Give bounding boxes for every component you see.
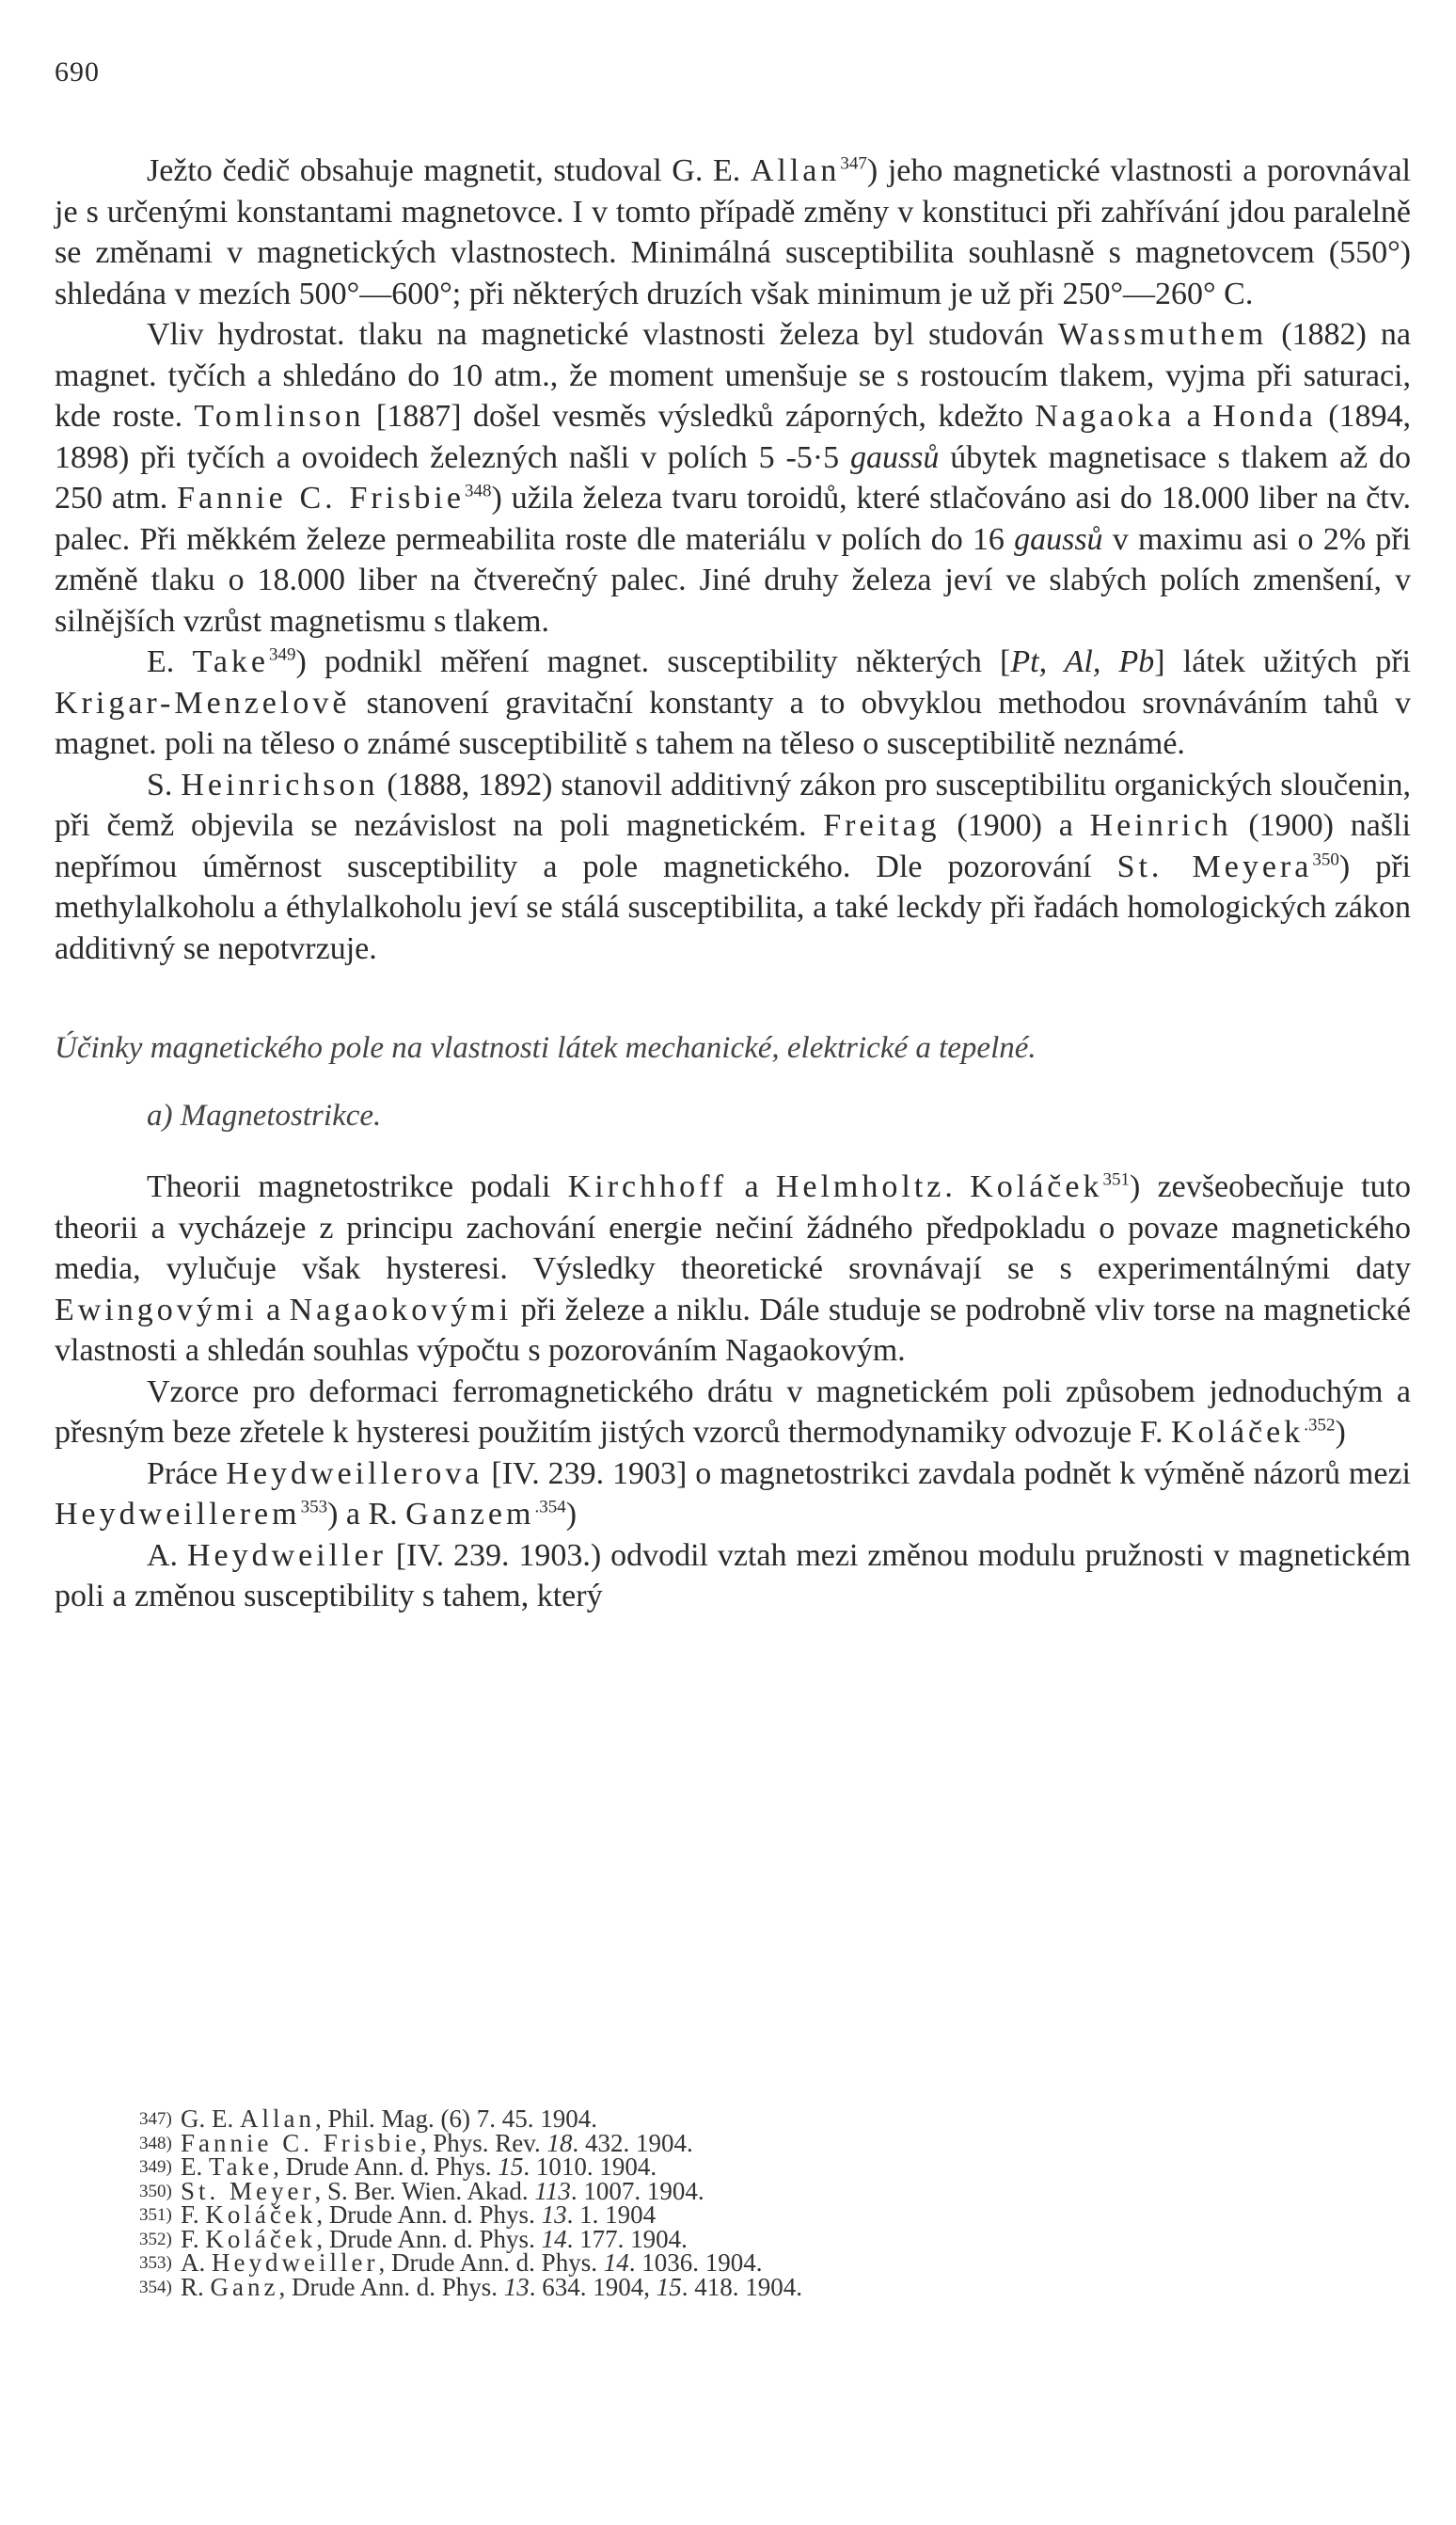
footnote-reference: 348 (464, 481, 492, 501)
text-run: , Phys. Rev. (419, 2128, 547, 2157)
footnote-reference: 349 (269, 644, 296, 665)
paragraph (55, 1535, 1411, 1617)
text-run: ] látek užitých při (1154, 644, 1411, 679)
text-run: Ježto čedič obsahuje magnetit, studoval G. E. (147, 153, 751, 188)
spaced-name: St. Meyera (1116, 849, 1313, 884)
text-run: , Drude Ann. d. Phys. (278, 2272, 504, 2301)
italic-text: 14 (541, 2224, 567, 2253)
text-run: (1888, 1892) stanovil additivný zákon pro susceptibilitu organických sloučenin, při čemž objevila se nezávislost na poli magnetickém. (55, 767, 1411, 843)
spaced-name: St. Meyer (181, 2176, 315, 2205)
spaced-name: Take (192, 644, 270, 679)
spaced-name: Take (209, 2152, 274, 2181)
spaced-name: Kirchhoff (567, 1169, 728, 1204)
page-number: 690 (55, 56, 100, 87)
text-run: F. (181, 2200, 206, 2229)
spaced-name: Heydweiller (212, 2248, 379, 2277)
text-run: ) zevšeobecňuje tuto theorii a vycházeje z principu zachování energie nečiní žádného předpokladu o povaze magnetického media, vylučuje však hysteresi. Výsledky theoretické srovnávají se s experimentálnými daty (55, 1169, 1412, 1286)
footnote-number: 354) (139, 2277, 172, 2297)
italic-text: gaussů (849, 439, 940, 475)
text-run: ) a R. (327, 1497, 406, 1532)
text-run: (1900) a (940, 808, 1090, 843)
spaced-name: Koláček (205, 2200, 317, 2229)
text-run: A. (181, 2248, 212, 2277)
footnote-reference: 351 (1102, 1169, 1130, 1190)
footnote-reference: 347 (840, 153, 867, 174)
spaced-name: Heinrich (1089, 808, 1232, 843)
footnotes (139, 2104, 1362, 2301)
text-run: Vliv hydrostat. tlaku na magnetické vlastnosti železa byl studován (147, 317, 1058, 352)
paragraph (55, 151, 1411, 314)
text-run: , S. Ber. Wien. Akad. (314, 2176, 535, 2205)
spaced-name: Koláček (1170, 1415, 1305, 1450)
text-run: v maximu asi o 2% při změně tlaku o 18.000 liber na čtverečný palec. Jiné druhy železa jeví ve slabých polích zmenšení, v silnějších vzrůst magnetismu s tlakem. (55, 521, 1412, 639)
spaced-name: Heydweillerem (55, 1497, 301, 1532)
footnote-number: 348) (139, 2133, 172, 2153)
spaced-name: Koláček (205, 2224, 317, 2253)
text-run: a (257, 1292, 290, 1327)
text-run: . 1036. 1904. (628, 2248, 763, 2277)
text-run: (1900) našli nepřímou úměrnost susceptibility a pole magnetického. Dle pozorování (55, 808, 1411, 884)
spaced-name: Allan (750, 153, 841, 188)
text-run: [IV. 239. 1903] o magnetostrikci zavdala podnět k výměně názorů mezi (483, 1455, 1411, 1491)
text-run: (1882) na magnet. tyčích a shledáno do 10 atm., že moment umenšuje se s rostoucím tlakem, vyjma při saturaci, kde roste. (55, 317, 1411, 434)
text-run: . 1. 1904 (566, 2200, 657, 2229)
text-run: , Drude Ann. d. Phys. (316, 2224, 542, 2253)
italic-text: Pt, Al, Pb (1010, 644, 1155, 679)
text-run: , Drude Ann. d. Phys. (273, 2152, 499, 2181)
spaced-name: Krigar-Menzelově (55, 685, 351, 721)
spaced-name: Ewingovými (55, 1292, 258, 1327)
spaced-name: Nagaokovými (289, 1292, 513, 1327)
spaced-name: Ganzem (405, 1497, 535, 1532)
footnote-number: 351) (139, 2205, 172, 2225)
paragraph (55, 765, 1411, 970)
paragraph (55, 314, 1411, 642)
spaced-name: Honda (1212, 399, 1317, 434)
paragraph-group-magnetostriction (55, 1167, 1411, 1617)
subsection-heading: a) Magnetostrikce. (147, 1099, 382, 1133)
text-run: , Drude Ann. d. Phys. (316, 2200, 542, 2229)
text-run: Vzorce pro deformaci ferromagnetického drátu v magnetickém poli způsobem jednoduchým a přesným beze zřetele k hysteresi použitím jistých vzorců thermodynamiky odvozuje F. (55, 1374, 1411, 1450)
text-run: ) (1335, 1415, 1346, 1450)
text-run: ) (565, 1497, 578, 1532)
text-run: a (727, 1169, 776, 1204)
italic-text: 13 (541, 2200, 567, 2229)
text-run: . 177. 1904. (566, 2224, 688, 2253)
paragraph (55, 1453, 1411, 1535)
paragraph (55, 1372, 1411, 1453)
text-run: , Drude Ann. d. Phys. (378, 2248, 604, 2277)
text-run: , Phil. Mag. (6) 7. 45. 1904. (315, 2104, 597, 2133)
spaced-name: Helmholtz (775, 1169, 945, 1204)
italic-text: 15 (498, 2152, 524, 2181)
footnote-number: 353) (139, 2253, 172, 2273)
text-run: a (1175, 399, 1213, 434)
spaced-name: Ganz (210, 2272, 279, 2301)
text-run: ) užila železa tvaru toroidů, které stlačováno asi do 18.000 liber na čtv. palec. Při měkkém železe permeabilita roste dle materiálu v polích do 16 (55, 481, 1411, 557)
italic-text: 14 (603, 2248, 629, 2277)
text-run: při železe a niklu. Dále studuje se podrobně vliv torse na magnetické vlastnosti a shledán souhlas výpočtu s pozorováním Nagaokovým. (55, 1292, 1412, 1368)
text-run: A. (147, 1537, 187, 1573)
section-heading: Účinky magnetického pole na vlastnosti látek mechanické, elektrické a tepelné. (55, 1031, 1037, 1065)
text-run: ) jeho magnetické vlastnosti a porovnával je s určenými konstantami magnetovce. I v tomto případě změny v konstituci při zahřívání jdou paralelně se změnami v magnetických vlastnostech. Minimálná susceptibilita souhlasně s magnetovcem (550°) shledána v mezích 500°—600°; při některých druzích však minimum je už při 250°—260° C. (55, 153, 1411, 311)
text-run: ) podnikl měření magnet. susceptibility některých [ (295, 644, 1011, 679)
spaced-name: Fannie C. Frisbie (181, 2128, 420, 2157)
footnote-reference: 350 (1312, 850, 1339, 870)
footnote-number: 352) (139, 2229, 172, 2249)
italic-text: 18 (546, 2128, 573, 2157)
paragraph (55, 1167, 1411, 1372)
spaced-name: Heinrichson (181, 767, 379, 802)
text-run: . 418. 1904. (681, 2272, 802, 2301)
footnote-reference: 353 (300, 1497, 328, 1517)
footnote-reference: .352 (1304, 1415, 1336, 1436)
paragraph (55, 642, 1411, 765)
text-run: . 634. 1904, (529, 2272, 657, 2301)
spaced-name: Nagaoka (1035, 399, 1176, 434)
text-run: . 1007. 1904. (570, 2176, 704, 2205)
text-run: . 1010. 1904. (523, 2152, 657, 2181)
italic-text: 13 (503, 2272, 530, 2301)
spaced-name: Heydweillerova (226, 1455, 483, 1491)
text-run: G. E. (181, 2104, 240, 2133)
italic-text: 15 (656, 2272, 682, 2301)
text-run: stanovení gravitační konstanty a to obvyklou methodou srovnáváním tahů v magnet. poli na těleso o známé susceptibilitě s tahem na těleso o susceptibilitě neznámé. (55, 685, 1411, 761)
italic-text: gaussů (1014, 521, 1103, 557)
text-run: S. (147, 767, 182, 802)
spaced-name: Heydweiller (186, 1537, 387, 1573)
text-run: [1887] došel vesměs výsledků záporných, kdežto (364, 399, 1036, 434)
paragraph-group-magnetic-susceptibility (55, 151, 1411, 969)
text-run: . 432. 1904. (572, 2128, 693, 2157)
footnote-number: 349) (139, 2157, 172, 2177)
footnote-reference: .354 (534, 1497, 566, 1517)
spaced-name: Freitag (823, 808, 941, 843)
spaced-name: Koláček (970, 1169, 1103, 1204)
footnote-number: 347) (139, 2109, 172, 2129)
footnote (139, 2272, 1362, 2301)
spaced-name: Tomlinson (194, 399, 365, 434)
body-text (55, 151, 1411, 1617)
spaced-name: Allan (240, 2104, 315, 2133)
text-run: . (944, 1169, 971, 1204)
text-run: úbytek magnetisace s tlakem až do 250 atm. (55, 439, 1411, 516)
text-run: E. (147, 644, 193, 679)
text-run: Theorii magnetostrikce podali (147, 1169, 568, 1204)
text-run: (1894, 1898) při tyčích a ovoidech železných našli v polích 5 -5·5 (55, 399, 1412, 475)
text-run: [IV. 239. 1903.) odvodil vztah mezi změnou modulu pružnosti v magnetickém poli a změnou susceptibility s tahem, který (55, 1537, 1411, 1613)
text-run: Práce (147, 1455, 227, 1491)
text-run: R. (181, 2272, 211, 2301)
text-run: ) při methylalkoholu a éthylalkoholu jeví se stálá susceptibilita, a také leckdy při řadách homologických zákon additivný se nepotvrzuje. (55, 849, 1411, 966)
italic-text: 113 (534, 2176, 571, 2205)
spaced-name: Fannie C. Frisbie (177, 481, 465, 516)
text-run: F. (181, 2224, 206, 2253)
footnote-number: 350) (139, 2181, 172, 2201)
text-run: E. (181, 2152, 209, 2181)
spaced-name: Wassmuthem (1057, 317, 1268, 352)
